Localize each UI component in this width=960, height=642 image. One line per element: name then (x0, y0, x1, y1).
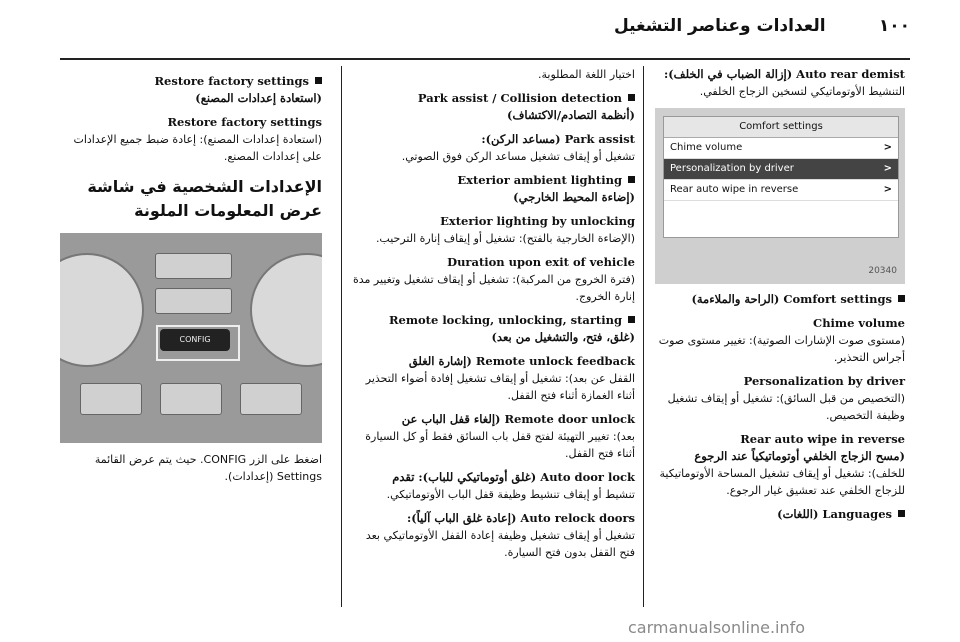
bullet-restore-factory: Restore factory settings (60, 73, 322, 90)
display-panel (663, 116, 899, 238)
auto-door-lock-heading: Auto door lock (غلق أوتوماتيكي للباب): تقدم (392, 470, 635, 484)
console-button (160, 383, 222, 415)
personalization-heading: Personalization by driver (743, 374, 905, 388)
park-assist-heading: Park assist (مساعد الركن): (481, 132, 635, 146)
language-select-text: اختيار اللغة المطلوبة. (538, 68, 635, 81)
console-button (155, 288, 232, 314)
remote-door-unlock-heading: Remote door unlock (إلغاء قفل الباب عن (401, 412, 635, 426)
auto-rear-demist-heading: Auto rear demist (إزالة الضباب في الخلف): (664, 67, 905, 81)
middle-column (350, 66, 635, 561)
rear-wipe-heading-ar: (مسح الزجاج الخلفي أوتوماتيكياً عند الرجوع (694, 449, 905, 463)
lighting-unlock-heading: Exterior lighting by unlocking (440, 214, 635, 228)
chime-volume-heading: Chime volume (813, 316, 905, 330)
menu-item-chime-volume[interactable]: Chime volume > (664, 138, 898, 159)
bullet-square-icon (628, 94, 635, 101)
park-assist-ar: (أنظمة التصادم/الاكتشاف) (507, 108, 635, 122)
auto-door-lock-text: تنشيط أو إيقاف تنشيط وظيفة قفل الباب الأوتوماتيكي. (386, 488, 635, 501)
config-button[interactable]: CONFIG (160, 329, 230, 351)
bullet-languages: Languages (اللغات) (655, 506, 905, 523)
bullet-square-icon (898, 510, 905, 517)
chevron-right-icon: > (883, 163, 892, 174)
bullet-remote-locking: Remote locking, unlocking, starting (350, 312, 635, 329)
remote-door-unlock-text: بعد): تغيير التهيئة لفتح قفل باب السائق فقط أو كل السيارة أثناء فتح القفل. (365, 430, 635, 460)
auto-relock-heading: Auto relock doors (إعادة غلق الباب آلياً): (406, 511, 635, 525)
console-button (80, 383, 142, 415)
left-column (60, 66, 322, 485)
chapter-title: العدادات وعناصر التشغيل (613, 16, 826, 36)
section-title: الإعدادات الشخصية في شاشة عرض المعلومات الملونة (87, 177, 322, 220)
figure-code: 20340 (868, 266, 897, 276)
personalization-text: (التخصيص من قبل السائق): تشغيل أو إيقاف تشغيل وظيفة التخصيص. (667, 392, 905, 422)
exit-duration-heading: Duration upon exit of vehicle (447, 255, 635, 269)
bullet-comfort-settings: Comfort settings (الراحة والملاءمة) (655, 291, 905, 308)
page-header (60, 0, 910, 60)
auto-relock-text: تشغيل أو إيقاف تشغيل وظيفة إعادة القفل الأوتوماتيكي بعد فتح القفل بدون فتح السيارة. (365, 529, 635, 559)
chime-volume-text: (مستوى صوت الإشارات الصوتية): تغيير مستوى صوت أجراس التحذير. (658, 334, 905, 364)
column-divider (341, 66, 342, 607)
exterior-lighting-ar: (إضاءة المحيط الخارجي) (513, 190, 635, 204)
restore-factory-ar: (استعادة إعدادات المصنع) (195, 91, 322, 105)
bullet-exterior-lighting: Exterior ambient lighting (350, 172, 635, 189)
console-button (240, 383, 302, 415)
page-title (614, 16, 910, 36)
park-assist-text: تشغيل أو إيقاف تشغيل مساعد الركن فوق الصوتي. (401, 150, 635, 163)
menu-item-rear-wipe[interactable]: Rear auto wipe in reverse > (664, 180, 898, 201)
bullet-park-assist: Park assist / Collision detection (350, 90, 635, 107)
column-divider (643, 66, 644, 607)
right-column (655, 66, 905, 523)
chevron-right-icon: > (883, 184, 892, 195)
lighting-unlock-text: (الإضاءة الخارجية بالفتح): تشغيل أو إيقاف إنارة الترحيب. (375, 232, 635, 245)
remote-locking-ar: (غلق، فتح، والتشغيل من بعد) (491, 330, 635, 344)
auto-rear-demist-text: التنشيط الأوتوماتيكي لتسخين الزجاج الخلفي. (699, 85, 905, 98)
bullet-square-icon (315, 77, 322, 84)
bullet-square-icon (898, 295, 905, 302)
page-number: ١٠٠ (878, 16, 910, 36)
rear-wipe-text: للخلف): تشغيل أو إيقاف تشغيل المساحة الأوتوماتيكية للزجاج الخلفي عند تعشيق غيار الرجوع. (659, 467, 905, 497)
restore-factory-heading: Restore factory settings (167, 115, 322, 129)
config-instruction-text: اضغط على الزر CONFIG. حيث يتم عرض القائمة Settings (إعدادات). (94, 453, 322, 483)
remote-unlock-feedback-heading: Remote unlock feedback (إشارة الغلق (408, 354, 635, 368)
restore-factory-text: (استعادة إعدادات المصنع): إعادة ضبط جميع الإعدادات على إعدادات المصنع. (73, 133, 322, 163)
watermark: carmanualsonline.info (628, 618, 806, 637)
chevron-right-icon: > (883, 142, 892, 153)
rear-wipe-heading: Rear auto wipe in reverse (740, 432, 905, 446)
menu-item-personalization[interactable]: Personalization by driver > (664, 159, 898, 180)
bullet-square-icon (628, 316, 635, 323)
console-button (155, 253, 232, 279)
display-title: Comfort settings (664, 117, 898, 138)
knob-right (250, 253, 322, 367)
comfort-settings-screenshot (655, 108, 905, 284)
exit-duration-text: (فترة الخروج من المركبة): تشغيل أو إيقاف تشغيل وتغيير مدة إنارة الخروج. (353, 273, 635, 303)
remote-unlock-feedback-text: القفل عن بعد): تشغيل أو إيقاف تشغيل إفادة أضواء التحذير أثناء الغمازة أثناء فتح القفل. (365, 372, 635, 402)
knob-left (60, 253, 144, 367)
console-photo (60, 233, 322, 443)
bullet-square-icon (628, 176, 635, 183)
